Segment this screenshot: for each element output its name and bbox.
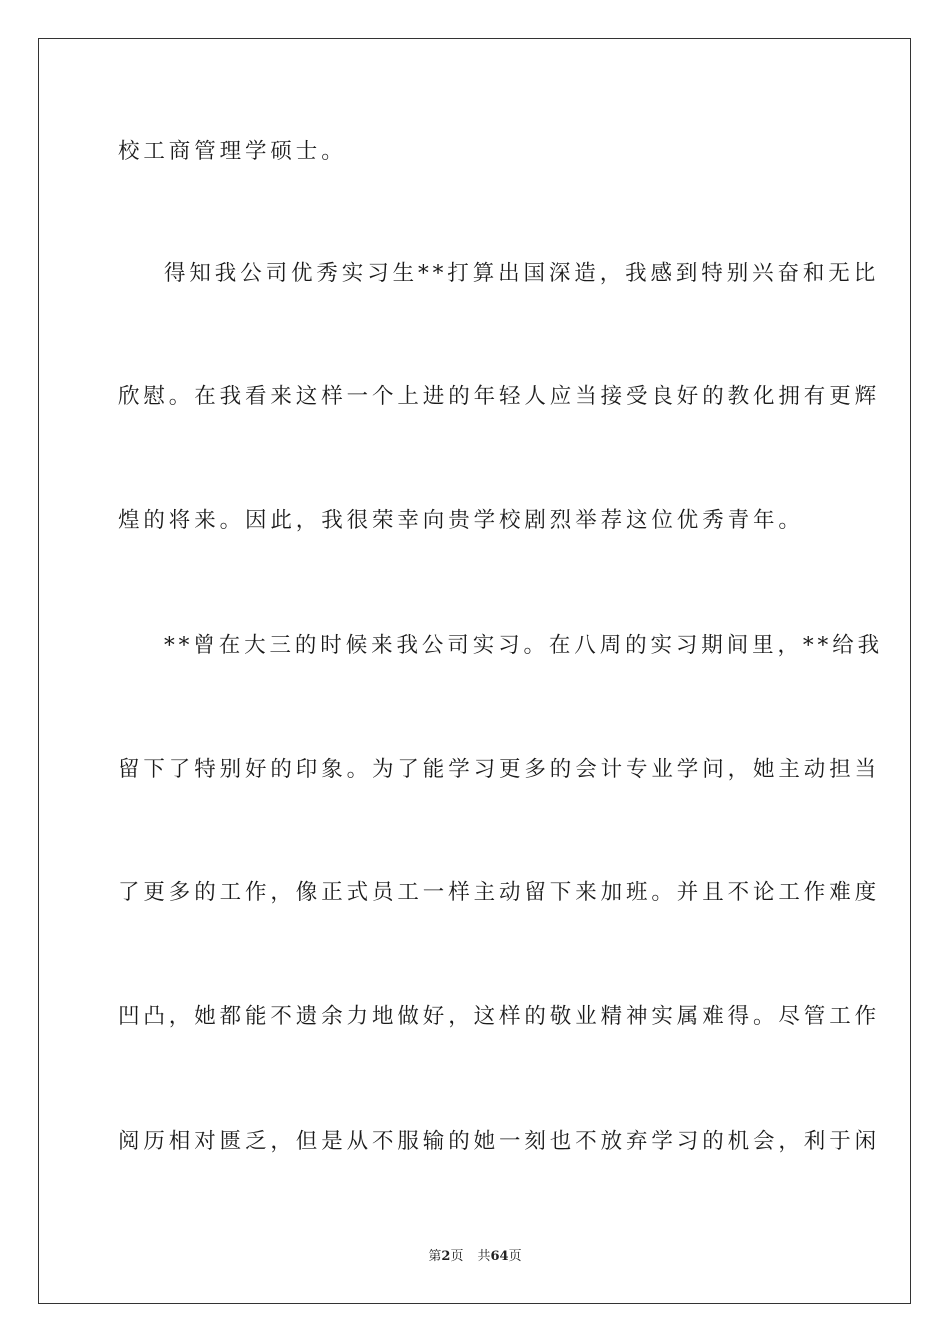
paragraph-line: 凹凸，她都能不遗余力地做好，这样的敬业精神实属难得。尽管工作 [118, 1004, 881, 1029]
page-suffix: 页 [450, 1249, 464, 1264]
paragraph-line: 欣慰。在我看来这样一个上进的年轻人应当接受良好的教化拥有更辉 [118, 384, 881, 409]
paragraph-line: **曾在大三的时候来我公司实习。在八周的实习期间里，**给我 [164, 633, 884, 658]
paragraph-line: 留下了特别好的印象。为了能学习更多的会计专业学问，她主动担当 [118, 757, 881, 782]
paragraph-line: 煌的将来。因此，我很荣幸向贵学校剧烈举荐这位优秀青年。 [118, 508, 804, 533]
page-prefix: 第 [428, 1249, 442, 1264]
current-page-number: 2 [441, 1249, 451, 1264]
total-suffix: 页 [508, 1249, 522, 1264]
total-prefix: 共 [477, 1249, 491, 1264]
page-footer [0, 1248, 950, 1266]
total-page-count: 64 [490, 1249, 509, 1264]
paragraph-line: 校工商管理学硕士。 [118, 139, 347, 164]
page-border [38, 38, 911, 1304]
paragraph-line: 阅历相对匮乏，但是从不服输的她一刻也不放弃学习的机会，利于闲 [118, 1129, 881, 1154]
paragraph-line: 了更多的工作，像正式员工一样主动留下来加班。并且不论工作难度 [118, 880, 881, 905]
paragraph-line: 得知我公司优秀实习生**打算出国深造，我感到特别兴奋和无比 [164, 261, 880, 286]
